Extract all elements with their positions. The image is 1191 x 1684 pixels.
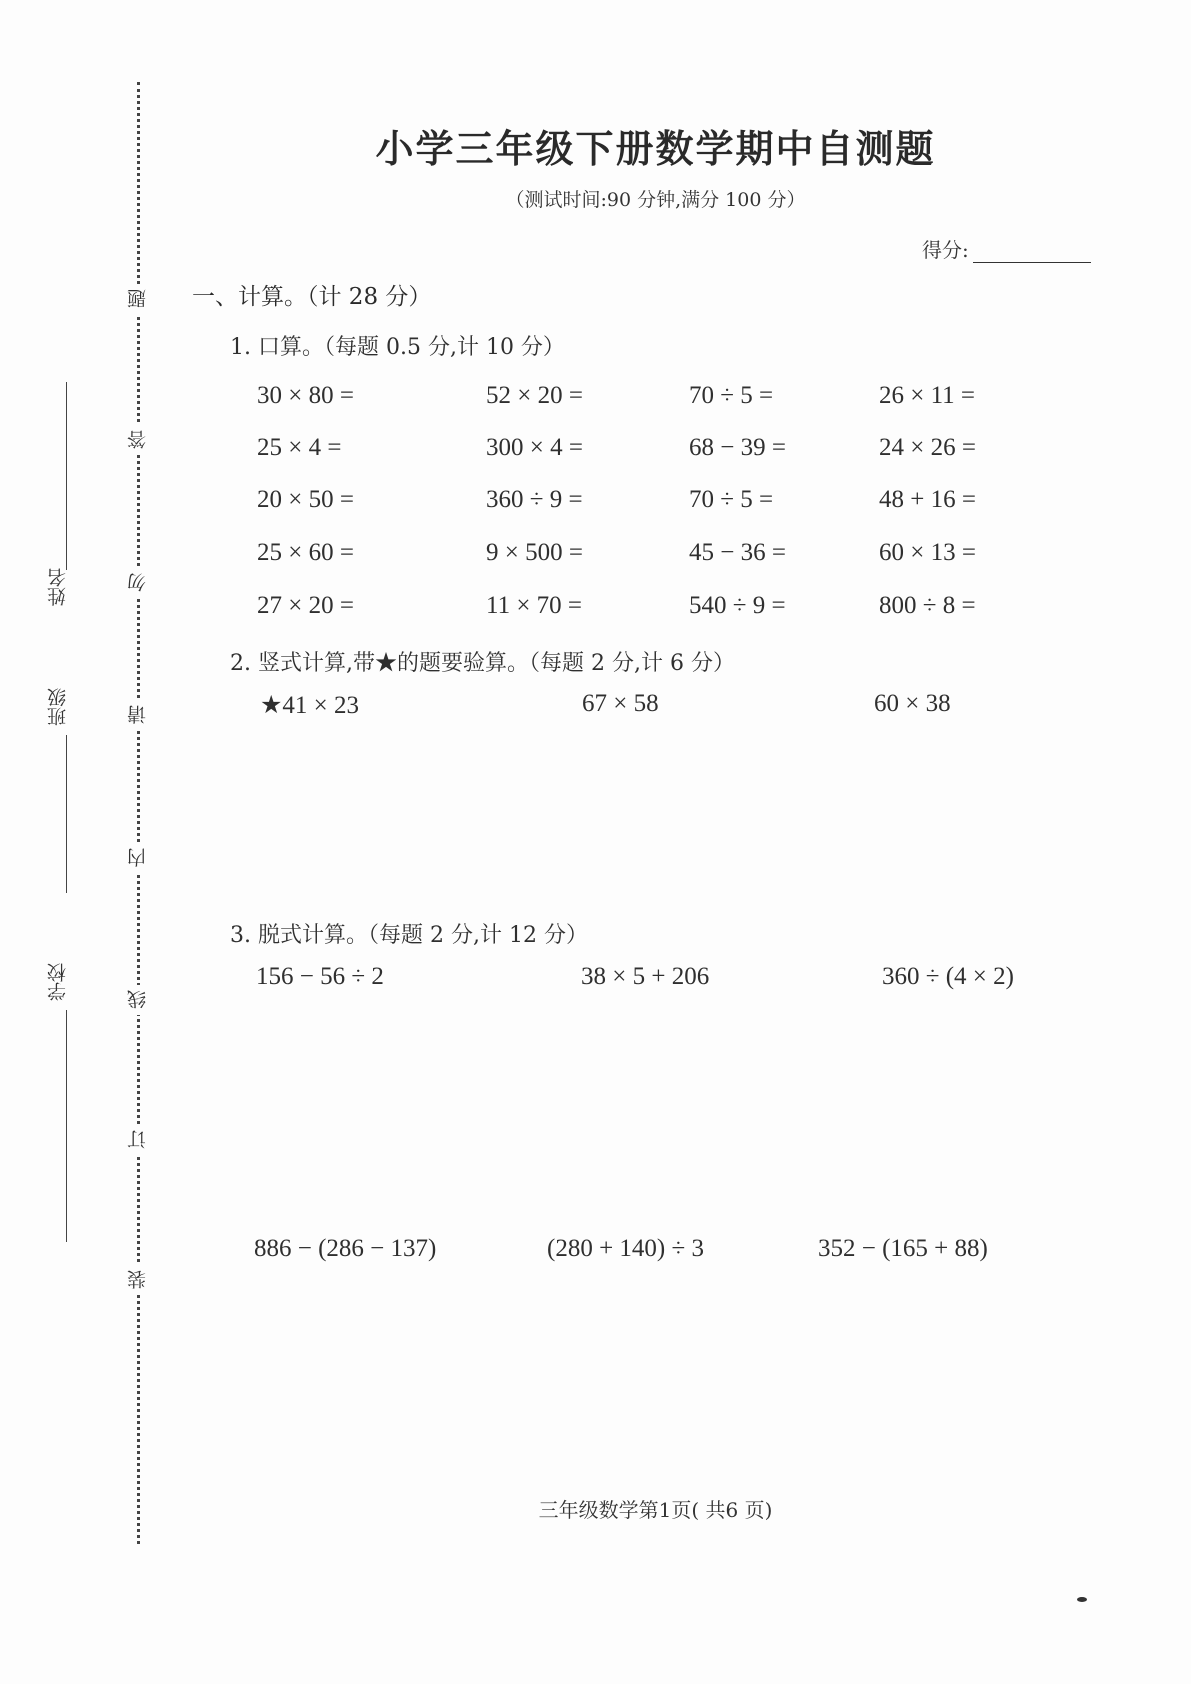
oral-calc-item: 26 × 11 = [879,382,976,409]
name-field-label: 姓名 [47,568,69,606]
oral-calc-item: 70 ÷ 5 = [689,486,774,513]
page-title: 小学三年级下册数学期中自测题 [375,126,936,171]
oral-calc-item: 30 × 80 = [257,382,354,409]
oral-calc-item: 45 − 36 = [689,539,786,566]
oral-calc-item: 800 ÷ 8 = [879,592,976,619]
oral-calc-item: 300 × 4 = [486,434,583,461]
scan-speck [1077,1597,1087,1602]
oral-calc-item: 68 − 39 = [689,434,786,461]
vertical-calc-item: 67 × 58 [582,690,659,717]
oral-calc-item: 52 × 20 = [486,382,583,409]
step-calc-item: 156 − 56 ÷ 2 [256,963,384,990]
binding-char: 装 [125,1265,151,1295]
oral-calc-item: 48 + 16 = [879,486,976,513]
vertical-calc-item: 60 × 38 [874,690,951,717]
name-field-line[interactable] [66,382,67,570]
question-2-title: 2. 竖式计算,带★的题要验算。（每题 2 分,计 6 分） [230,651,735,676]
class-field-line[interactable] [66,735,67,893]
step-calc-item: 352 − (165 + 88) [818,1235,988,1262]
step-calc-item: (280 + 140) ÷ 3 [547,1235,704,1262]
vertical-calc-item: ★41 × 23 [260,692,360,719]
binding-char: 订 [125,1125,151,1155]
question-1-title: 1. 口算。（每题 0.5 分,计 10 分） [230,335,565,360]
binding-char: 题 [125,284,151,314]
score-label: 得分: [922,238,969,262]
step-calc-item: 886 − (286 − 137) [254,1235,437,1262]
class-field-label: 班级 [47,688,69,726]
oral-calc-item: 540 ÷ 9 = [689,592,786,619]
test-info: （测试时间:90 分钟,满分 100 分） [505,189,806,211]
oral-calc-item: 25 × 4 = [257,434,342,461]
school-field-label: 学校 [47,963,69,1001]
school-field-line[interactable] [66,1010,67,1242]
oral-calc-item: 9 × 500 = [486,539,583,566]
step-calc-item: 360 ÷ (4 × 2) [882,963,1014,990]
binding-char: 勿 [125,568,151,598]
binding-char: 线 [125,985,151,1015]
binding-char: 内 [125,843,151,873]
oral-calc-item: 70 ÷ 5 = [689,382,774,409]
score-field[interactable] [922,234,1091,263]
oral-calc-item: 27 × 20 = [257,592,354,619]
oral-calc-item: 360 ÷ 9 = [486,486,583,513]
page-footer: 三年级数学第1页( 共6 页) [538,1498,773,1522]
binding-char: 答 [125,425,151,455]
oral-calc-item: 11 × 70 = [486,592,583,619]
oral-calc-item: 24 × 26 = [879,434,976,461]
oral-calc-item: 20 × 50 = [257,486,354,513]
section-title: 一、计算。（计 28 分） [192,284,432,310]
oral-calc-item: 60 × 13 = [879,539,976,566]
score-blank[interactable] [973,242,1091,263]
question-3-title: 3. 脱式计算。（每题 2 分,计 12 分） [230,923,588,948]
oral-calc-item: 25 × 60 = [257,539,354,566]
binding-char: 请 [125,700,151,730]
step-calc-item: 38 × 5 + 206 [581,963,710,990]
